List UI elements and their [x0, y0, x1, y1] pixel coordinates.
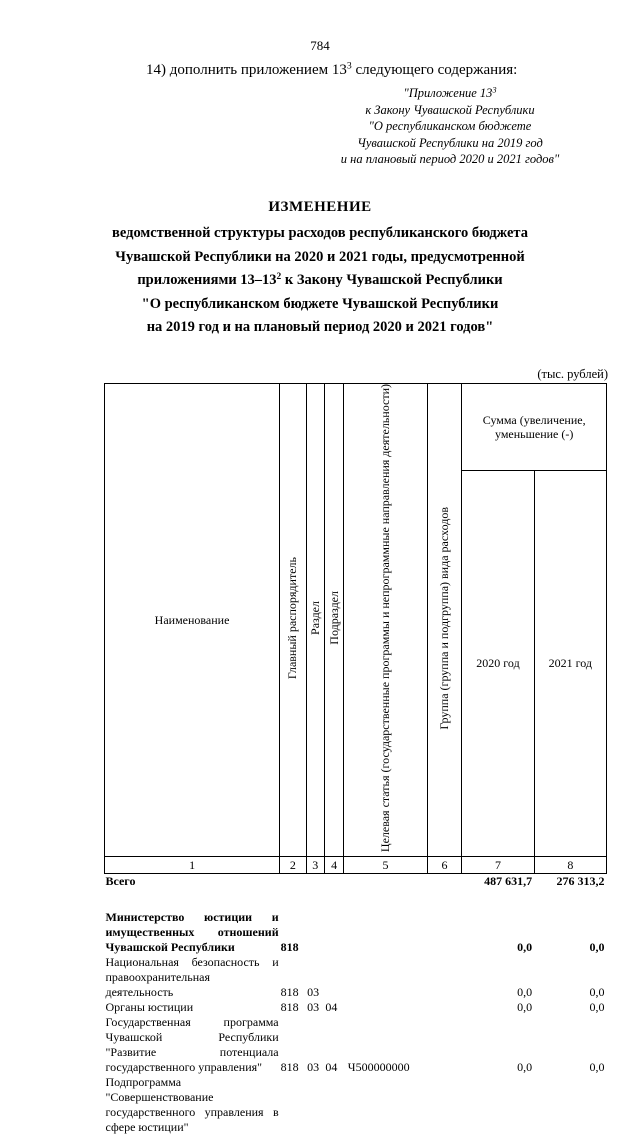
total-label: Всего	[105, 874, 136, 889]
row-chief: 818	[280, 1000, 299, 1015]
row-2020: 0,0	[517, 985, 533, 1000]
total-row	[105, 874, 607, 897]
budget-table	[104, 383, 607, 1135]
appendix-ref-line-1: "Приложение $13^3$	[403, 85, 497, 100]
row-subsection	[324, 1075, 343, 1135]
column-number: 5	[344, 857, 427, 874]
amendment-prefix: 14) дополнить приложением 13	[146, 62, 347, 78]
column-number: 1	[105, 857, 280, 874]
row-target	[344, 1000, 427, 1015]
row-name: Государственная программа Чувашской Республики "Развитие потенциала государственного управления"	[105, 1015, 279, 1075]
subtitle-line-5: на 2019 год и на плановый период 2020 и 2021 годов"	[146, 319, 494, 335]
row-name: Национальная безопасность и правоохранительная деятельность	[105, 955, 279, 1000]
row-2021: 0,0	[589, 985, 605, 1000]
row-2021: 0,0	[589, 1000, 605, 1015]
row-target	[344, 955, 427, 1000]
row-2021: 0,0	[589, 940, 605, 955]
row-section: 03	[307, 1000, 320, 1015]
row-section	[306, 910, 324, 955]
row-subsection	[324, 955, 343, 1000]
document-subtitle	[0, 222, 640, 340]
table-row	[105, 1075, 607, 1135]
document-title: ИЗМЕНЕНИЕ	[268, 199, 372, 215]
row-chief: 818	[280, 985, 299, 1000]
subtitle-line-3: приложениями $13-13^2$ к Закону Чувашской Республики	[137, 271, 503, 288]
row-name: Подпрограмма "Совершенствование государственного управления в сфере юстиции"	[105, 1075, 279, 1135]
row-chief	[280, 1075, 306, 1135]
row-group	[427, 1075, 462, 1135]
table-row	[105, 955, 607, 1000]
column-number: 6	[427, 857, 462, 874]
total-2021: 276 313,2	[556, 874, 605, 889]
table-row	[105, 910, 607, 955]
row-2021: 0,0	[589, 1060, 605, 1075]
row-2020: 0,0	[517, 1000, 533, 1015]
total-2020: 487 631,7	[484, 874, 533, 889]
subtitle-line-4: "О республиканском бюджете Чувашской Республики	[141, 295, 499, 312]
row-chief: 818	[280, 940, 299, 955]
appendix-ref-line-2: к Закону Чувашской Республики	[365, 102, 535, 117]
column-number: 3	[306, 857, 324, 874]
row-group	[427, 1015, 462, 1075]
table-row	[105, 1015, 607, 1075]
row-group	[427, 910, 462, 955]
row-target: Ч500000000	[347, 1060, 410, 1075]
subtitle-line-2: Чувашской Республики на 2020 и 2021 годы, предусмотренной	[115, 248, 525, 265]
header-sum: Сумма (увеличение, уменьшение (-)	[462, 384, 607, 471]
header-target-item: Целевая статья (государственные программы и непрограммные направления деятельности)	[344, 384, 427, 857]
row-group	[427, 955, 462, 1000]
column-number: 4	[324, 857, 343, 874]
row-2020: 0,0	[517, 940, 533, 955]
amendment-suffix: следующего содержания:	[351, 62, 518, 78]
header-section: Раздел	[306, 384, 324, 857]
row-name: Органы юстиции	[105, 1000, 194, 1015]
units-note: (тыс. рублей)	[537, 367, 608, 381]
amendment-line	[146, 62, 517, 79]
appendix-reference	[300, 85, 600, 168]
appendix-ref-line-5: и на плановый период 2020 и 2021 годов"	[340, 152, 560, 166]
header-name: Наименование	[105, 384, 280, 857]
column-number: 2	[280, 857, 306, 874]
header-expense-group: Группа (группа и подгруппа) вида расходов	[427, 384, 462, 857]
table-row	[105, 1000, 607, 1015]
row-target	[344, 910, 427, 955]
row-section	[306, 1075, 324, 1135]
row-2020	[462, 1075, 534, 1135]
subtitle-line-1: ведомственной структуры расходов республиканского бюджета	[112, 225, 528, 241]
row-chief: 818	[280, 1060, 299, 1075]
column-number: 7	[462, 857, 534, 874]
row-subsection: 04	[325, 1060, 338, 1075]
row-subsection: 04	[325, 1000, 338, 1015]
amendment-sup: 3	[346, 60, 352, 72]
row-name: Министерство юстиции и имущественных отношений Чувашской Республики	[105, 910, 279, 955]
header-year-2020: 2020 год	[462, 471, 534, 857]
row-2021	[534, 1075, 606, 1135]
page-number: 784	[310, 38, 330, 53]
header-chief-manager: Главный распорядитель	[280, 384, 306, 857]
column-number: 8	[534, 857, 606, 874]
appendix-ref-line-3: "О республиканском бюджете	[368, 119, 532, 133]
row-group	[427, 1000, 462, 1015]
row-section: 03	[307, 985, 320, 1000]
row-section: 03	[307, 1060, 320, 1075]
row-target	[344, 1075, 427, 1135]
header-subsection: Подраздел	[324, 384, 343, 857]
header-year-2021: 2021 год	[534, 471, 606, 857]
row-subsection	[324, 910, 343, 955]
appendix-ref-line-4: Чувашской Республики на 2019 год	[357, 135, 543, 150]
row-2020: 0,0	[517, 1060, 533, 1075]
